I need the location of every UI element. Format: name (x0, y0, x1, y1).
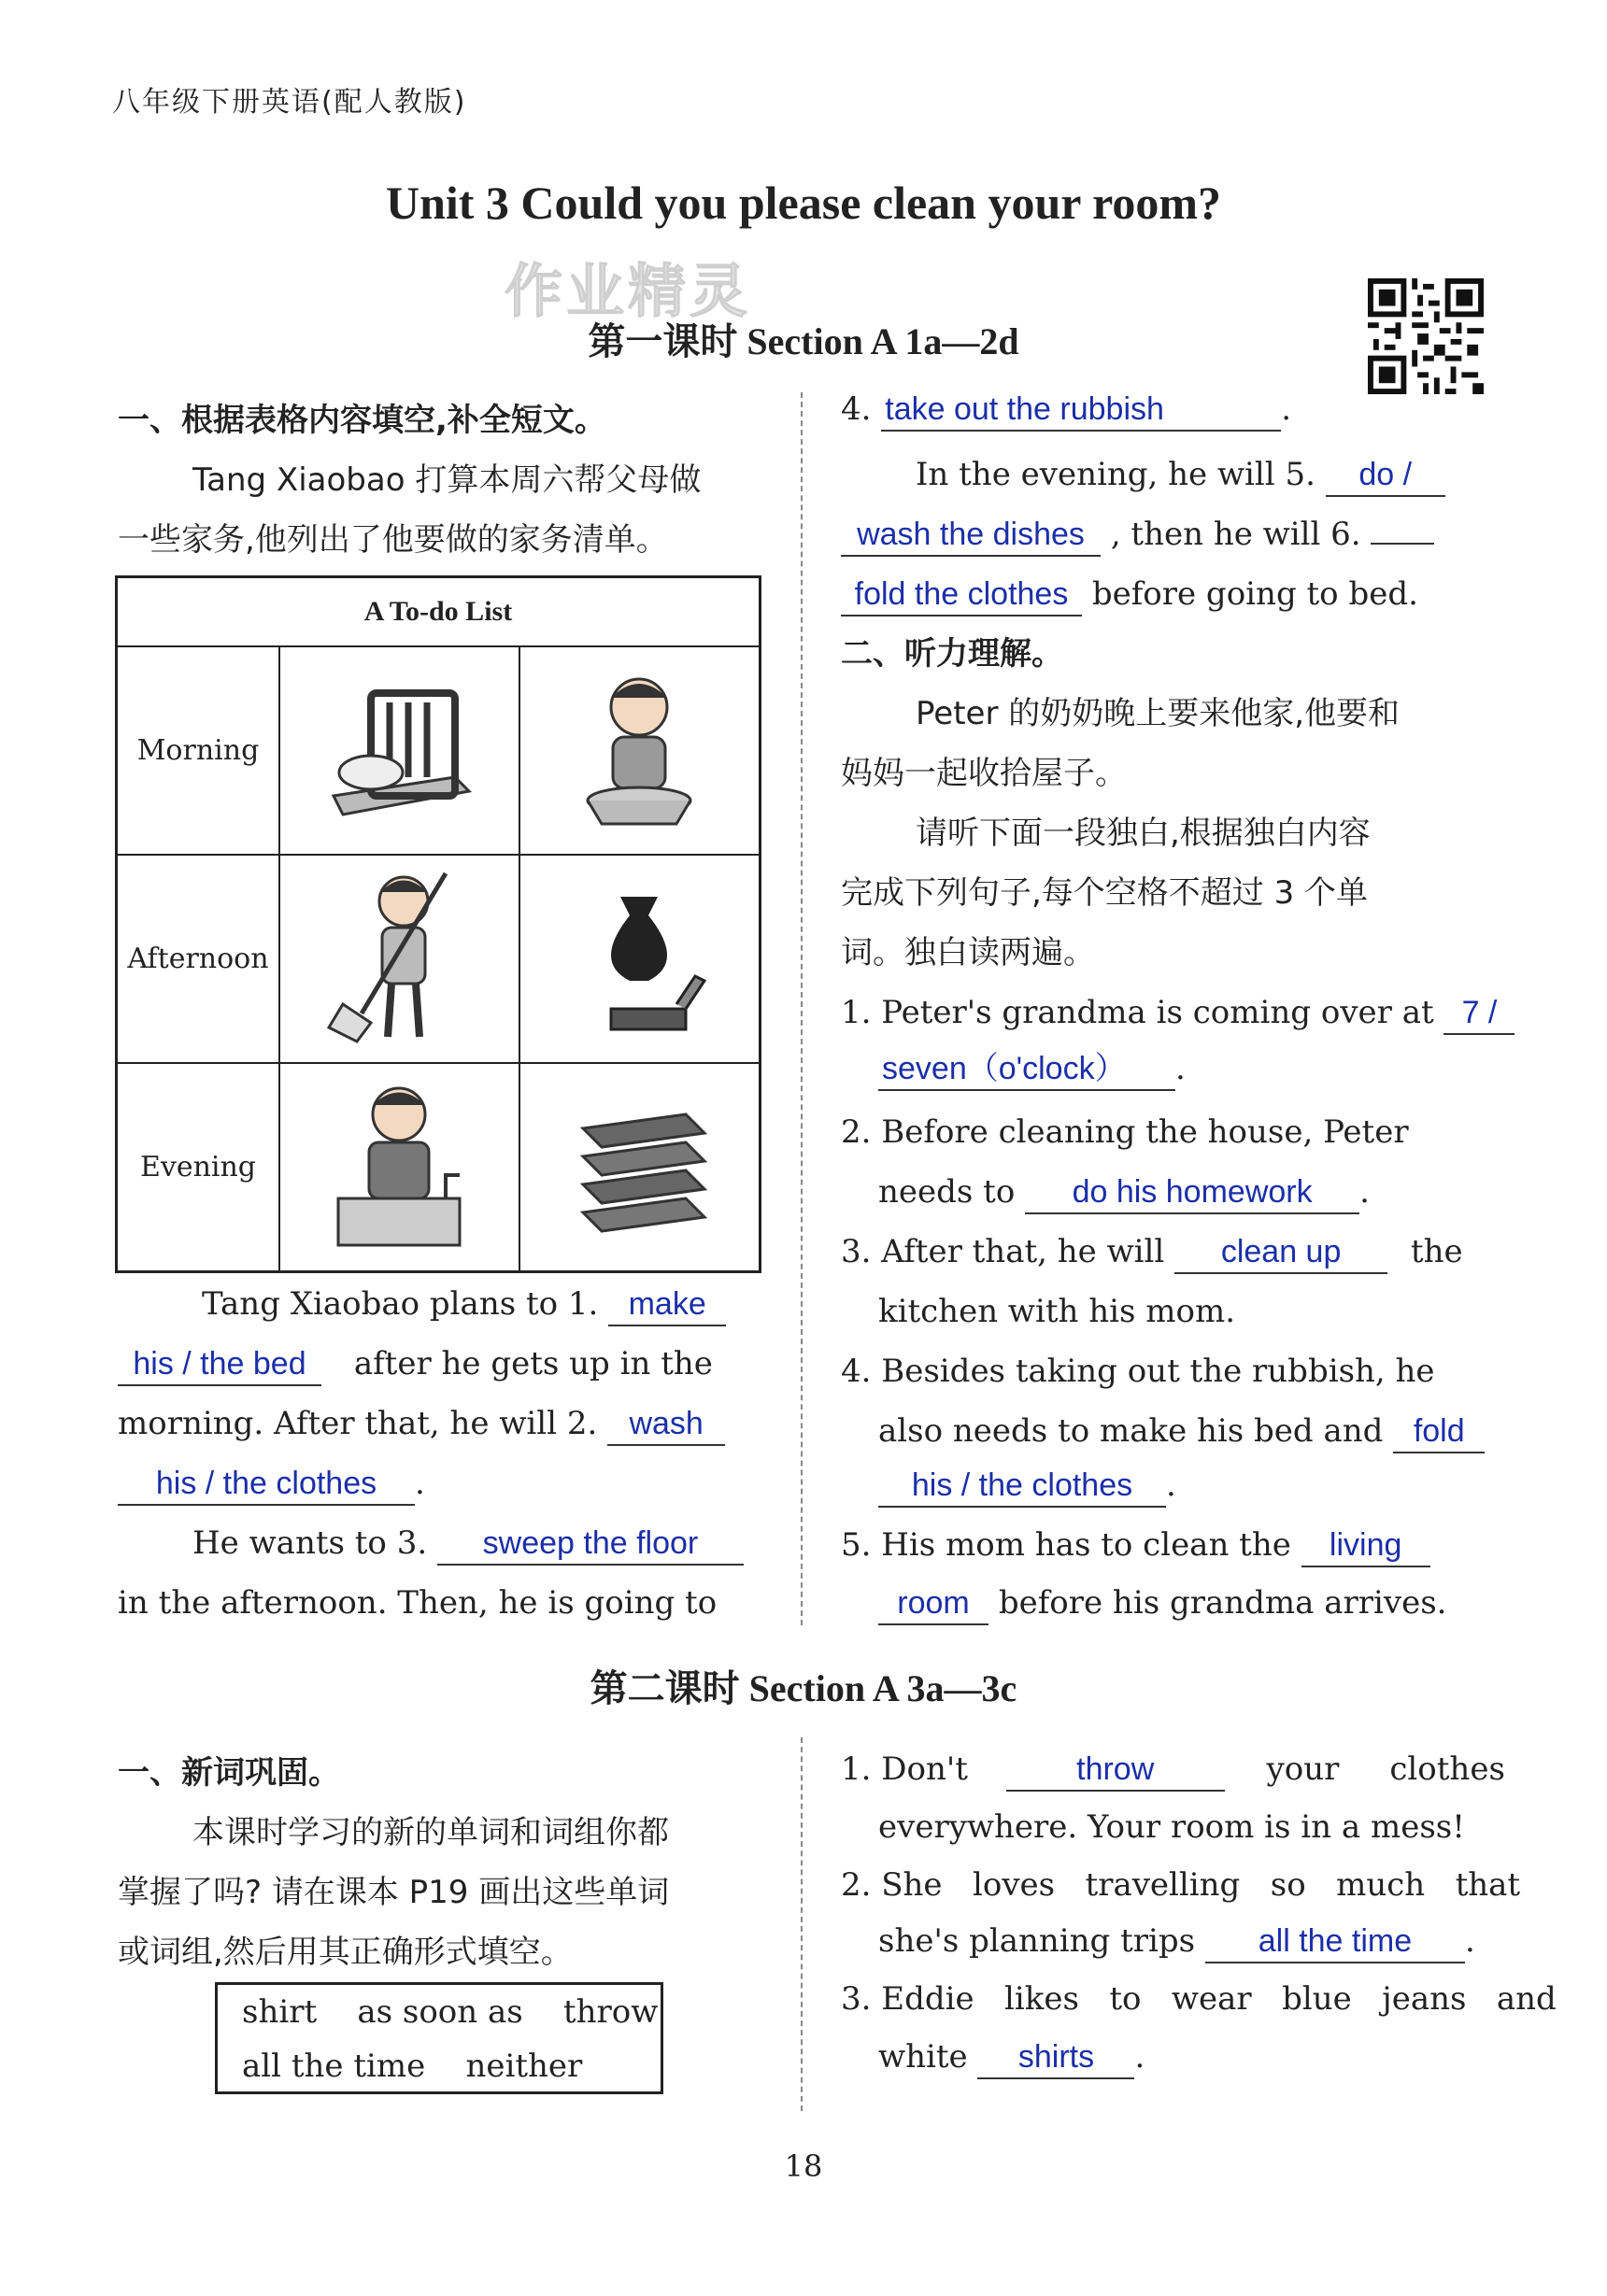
passage-text: before going to bed. (1091, 575, 1418, 613)
intro-line: 完成下列句子,每个空格不超过 3 个单 (841, 874, 1369, 912)
item-text: white (878, 2038, 968, 2076)
row-label-afternoon: Afternoon (117, 855, 280, 1063)
row-label-morning: Morning (117, 646, 280, 855)
intro-line: Peter 的奶奶晚上要来他家,他要和 (916, 695, 1401, 732)
column-divider (801, 392, 803, 1625)
todo-list-table (115, 575, 761, 1273)
item-text: 5. His mom has to clean the (841, 1526, 1291, 1564)
listening-item-3-cont: kitchen with his mom. (878, 1293, 1236, 1330)
left-column-2 (118, 1743, 772, 1982)
answer-blank-l4-cont: his / the clothes (878, 1465, 1166, 1508)
word-bank-box (215, 1982, 663, 2094)
boy-washing-clothes-icon (519, 646, 761, 855)
listening-item-2-cont: needs to do his homework . (878, 1162, 1370, 1222)
listening-item-5-cont (878, 1573, 1446, 1633)
listening-item-3 (841, 1222, 1463, 1282)
passage-line (118, 1573, 717, 1633)
answer-blank-l1: 7 / (1443, 992, 1515, 1035)
intro-line: 或词组,然后用其正确形式填空。 (118, 1934, 573, 1971)
intro-line: 词。独白读两遍。 (841, 934, 1095, 971)
listening-item-4-cont2: his / the clothes . (878, 1455, 1176, 1515)
item-text: also needs to make his bed and (878, 1412, 1384, 1450)
intro-line: 本课时学习的新的单词和词组你都 (192, 1814, 669, 1851)
item-text: 1. Don't (841, 1750, 968, 1788)
unit-title: Unit 3 Could you please clean your room? (385, 177, 1222, 229)
answer-blank-6: fold the clothes (841, 574, 1082, 617)
row-label-evening: Evening (117, 1063, 280, 1272)
listening-item-4-cont (878, 1401, 1485, 1461)
answer-blank-6-start (1371, 543, 1434, 545)
boy-sweeping-icon (279, 855, 519, 1063)
exercise-heading-1: 一、根据表格内容填空,补全短文。 (118, 402, 606, 439)
item-text: your clothes (1266, 1750, 1505, 1788)
passage-line: 4. take out the rubbish . (841, 379, 1291, 439)
bed-icon (279, 646, 519, 855)
section-title-1: 第一课时 Section A 1a—2d (588, 320, 1019, 362)
book-header: 八年级下册英语(配人教版) (112, 86, 467, 119)
passage-text: In the evening, he will 5. (916, 456, 1315, 493)
answer-blank-l2: do his homework (1025, 1171, 1359, 1214)
item-text: she's planning trips (878, 1922, 1196, 1960)
qr-code-icon (1368, 278, 1484, 394)
item-text: before his grandma arrives. (998, 1584, 1447, 1622)
intro-line: 请听下面一段独白,根据独白内容 (916, 815, 1371, 852)
listening-item-1 (841, 983, 1515, 1042)
intro-line: 一些家务,他列出了他要做的家务清单。 (118, 521, 668, 559)
passage-line (118, 1334, 713, 1394)
answer-blank-l5: living (1301, 1524, 1430, 1567)
passage-text: morning. After that, he will 2. (118, 1405, 598, 1442)
vocab-item-1-cont: everywhere. Your room is in a mess! (878, 1808, 1465, 1846)
answer-blank-2: wash (607, 1403, 725, 1446)
word-bank-line: all the time neither (242, 2048, 583, 2085)
answer-blank-2-cont: his / the clothes (118, 1463, 415, 1506)
table-title: A To-do List (117, 577, 761, 647)
folded-clothes-icon (519, 1063, 761, 1272)
vocab-item-2: 2. She loves travelling so much that (841, 1866, 1521, 1904)
item-text: the (1410, 1233, 1463, 1270)
exercise-heading-3: 一、新词巩固。 (118, 1754, 340, 1792)
listening-item-1-cont: seven（o'clock） . (878, 1039, 1186, 1098)
passage-line (118, 1394, 725, 1453)
vocab-item-3: 3. Eddie likes to wear blue jeans and (841, 1980, 1557, 2018)
answer-blank-v3: shirts (977, 2036, 1134, 2079)
answer-blank-1-cont: his / the bed (118, 1343, 321, 1386)
answer-blank-5: do / (1326, 454, 1445, 497)
passage-line (202, 1274, 726, 1334)
exercise-heading-2: 二、听力理解。 (841, 635, 1063, 673)
passage-line (841, 564, 1418, 624)
page-number: 18 (784, 2148, 823, 2184)
answer-blank-v1: throw (1006, 1749, 1225, 1792)
boy-washing-dishes-icon (279, 1063, 519, 1272)
passage-text: Tang Xiaobao plans to 1. (202, 1285, 599, 1323)
answer-blank-4: take out the rubbish (881, 389, 1281, 432)
vocab-item-1 (841, 1739, 1505, 1799)
passage-line (916, 445, 1445, 504)
vocab-item-3-cont: white shirts . (878, 2027, 1145, 2087)
answer-blank-5-cont: wash the dishes (841, 514, 1101, 557)
passage-text: , then he will 6. (1110, 516, 1361, 553)
column-divider (801, 1737, 803, 2111)
listening-item-4: 4. Besides taking out the rubbish, he (841, 1353, 1435, 1390)
item-text: needs to (878, 1173, 1016, 1211)
listening-item-5 (841, 1515, 1430, 1575)
section-title-2: 第二课时 Section A 3a—3c (590, 1667, 1017, 1709)
item-text: 1. Peter's grandma is coming over at (841, 994, 1434, 1031)
passage-text: after he gets up in the (353, 1345, 713, 1382)
answer-blank-l3: clean up (1174, 1231, 1387, 1274)
answer-blank-l5-cont: room (878, 1582, 988, 1625)
passage-text: in the afternoon. Then, he is going to (118, 1584, 718, 1622)
passage-line (192, 1513, 744, 1573)
vocab-item-2-cont: she's planning trips all the time . (878, 1911, 1475, 1971)
answer-blank-l4: fold (1393, 1410, 1485, 1453)
intro-line: 妈妈一起收拾屋子。 (841, 755, 1127, 792)
word-bank-line: shirt as soon as throw (242, 1993, 659, 2031)
question-number: 4. (841, 390, 872, 428)
answer-blank-1: make (608, 1283, 726, 1326)
passage-line (841, 504, 1434, 564)
left-column-1 (118, 390, 772, 570)
item-text: 3. After that, he will (841, 1233, 1165, 1270)
rubbish-bag-icon (519, 855, 761, 1063)
watermark: 作业精灵 (505, 257, 752, 325)
answer-blank-3: sweep the floor (437, 1523, 744, 1566)
intro-line: 掌握了吗? 请在课本 P19 画出这些单词 (118, 1874, 670, 1911)
answer-blank-l1-cont: seven（o'clock） (878, 1048, 1175, 1091)
passage-text: He wants to 3. (192, 1524, 428, 1562)
passage-line: his / the clothes . (118, 1453, 425, 1513)
listening-item-2: 2. Before cleaning the house, Peter (841, 1113, 1409, 1151)
intro-line: Tang Xiaobao 打算本周六帮父母做 (192, 461, 702, 499)
answer-blank-v2: all the time (1205, 1920, 1465, 1963)
